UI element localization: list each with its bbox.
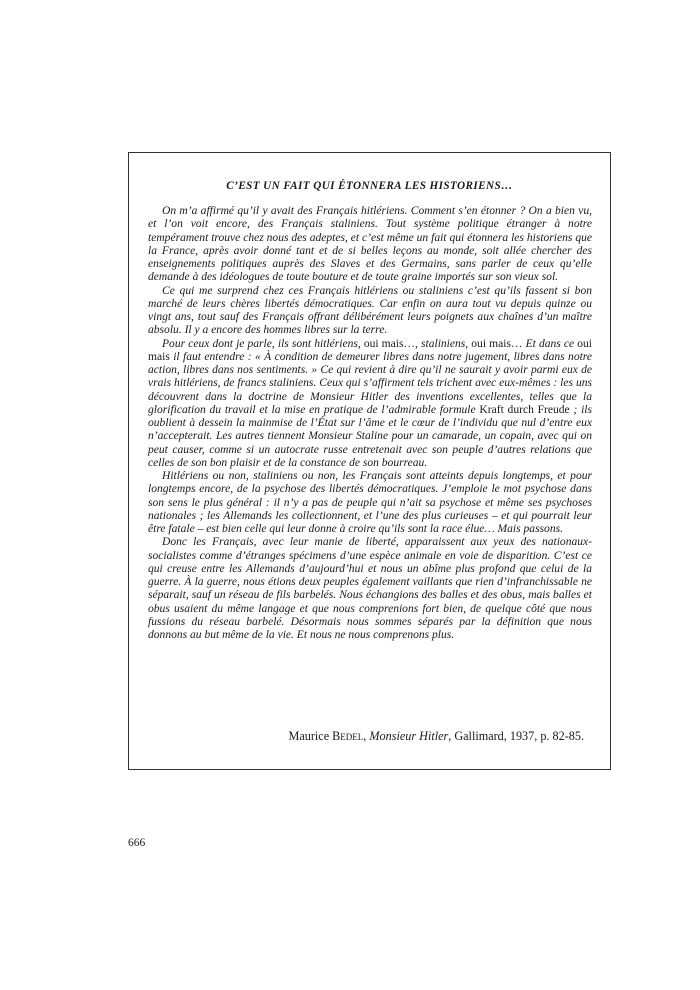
- citation-last-name: Bedel: [332, 729, 364, 743]
- paragraph-3-part-e: Et dans ce: [525, 337, 575, 350]
- citation-separator: ,: [363, 729, 370, 743]
- citation-book-title: Monsieur Hitler: [369, 729, 449, 743]
- page-number: 666: [128, 837, 146, 849]
- paragraph-3-kraft-durch-freude: Kraft durch Freude: [475, 403, 570, 416]
- paragraph-3: [148, 338, 592, 471]
- quote-box: [128, 152, 611, 770]
- paragraph-3-part-i: ; ils oublient à dessein la mainmise de l’État sur l’âme et le cœur de l’individu que nul d’entre eux n’accepterait. Les autres tiennent Monsieur Staline pour un camarade, un copain, avec qui on peut causer, comme si un autocrate russe entretenait avec son peuple d’autres relations que celles de son bon plaisir et de la constance de son bourreau.: [148, 403, 592, 469]
- paragraph-4: Hitlériens ou non, staliniens ou non, les Français sont atteints depuis longtemps, et pour longtemps encore, de la psychose des libertés démocratiques. J’emploie le mot psychose dans son sens le plus général : il n’y a pas de peuple qui n’ait sa psychose et même ses psychoses nationales ; les Allemands les collectionnent, et l’une des plus curieuses – et qui pourrait leur être fatale – est bien celle qui leur donne à croire qu’ils sont la race élue… Mais passons.: [148, 470, 592, 535]
- paragraph-1: On m’a affirmé qu’il y avait des Français hitlériens. Comment s’en étonner ? On a bien vu, et l’on voit encore, des Français staliniens. Tout système politique étranger à notre tempérament trouve chez nous des adeptes, et c’est même un fait qui étonnera les historiens que la France, après avoir donné tant et de si belles leçons au monde, soit allée chercher des enseignements politiques auprès des Slaves et des Germains, sans parler de ceux qu’elle demande à des idéologues de toute bouture et de toute graine importés sur son vieux sol.: [148, 205, 592, 284]
- paragraph-2: Ce qui me surprend chez ces Français hitlériens ou staliniens c’est qu’ils fassent si bon marché de leurs chères libertés démocratiques. Car enfin on aura tout vu depuis quinze ou vingt ans, tout sauf des Français offrant délibérément leurs poignets aux chaînes d’un maître absolu. Il y a encore des hommes libres sur la terre.: [148, 284, 592, 337]
- citation-publisher-info: , Gallimard, 1937, p. 82-85.: [448, 729, 584, 743]
- paragraph-3-part-a: Pour ceux dont je parle, ils sont hitlériens,: [162, 337, 361, 350]
- paragraph-3-oui-mais-2: oui mais…: [468, 337, 526, 350]
- paragraph-3-part-c: staliniens,: [421, 337, 469, 350]
- paragraph-3-oui-mais-1: oui mais…,: [360, 337, 422, 350]
- paragraph-3-part-g: il faut entendre : « À condition de demeurer libres dans notre jugement, libres dans notre action, libres dans nos sentiments. » Ce qui revient à dire qu’il ne saurait y avoir parmi eux de vrais hitlériens, de francs staliniens. Ceux qui s’affirment tels trichent avec eux-mêmes : les uns découvrent dans la doctrine de Monsieur Hitler des inventions excellentes, telles que la glorification du travail et la mise en pratique de l’admirable formule: [148, 350, 592, 416]
- citation: [289, 729, 585, 744]
- paragraph-5: Donc les Français, avec leur manie de liberté, apparaissent aux yeux des nationaux-socialistes comme d’étranges spécimens d’une espèce animale en voie de disparition. C’est ce qui creuse entre les Allemands d’aujourd’hui et nous un abîme plus profond que celui de la guerre. À la guerre, nous étions deux peuples également vaillants que rien d’infranchissable ne séparait, sauf un réseau de fils barbelés. Nous échangions des balles et des obus, mais balles et obus usaient du même langage et que nous comprenions fort bien, de quelque côté que nous fussions du réseau barbelé. Désormais nous sommes séparés par la définition que nous donnons au but même de la vie. Et nous ne nous comprenons plus.: [148, 536, 592, 641]
- quote-title: C’EST UN FAIT QUI ÉTONNERA LES HISTORIENS…: [226, 180, 513, 192]
- quote-body: [148, 205, 592, 642]
- citation-first-name: Maurice: [288, 729, 333, 743]
- paragraph-3-oui-mais-3: oui mais: [148, 337, 592, 363]
